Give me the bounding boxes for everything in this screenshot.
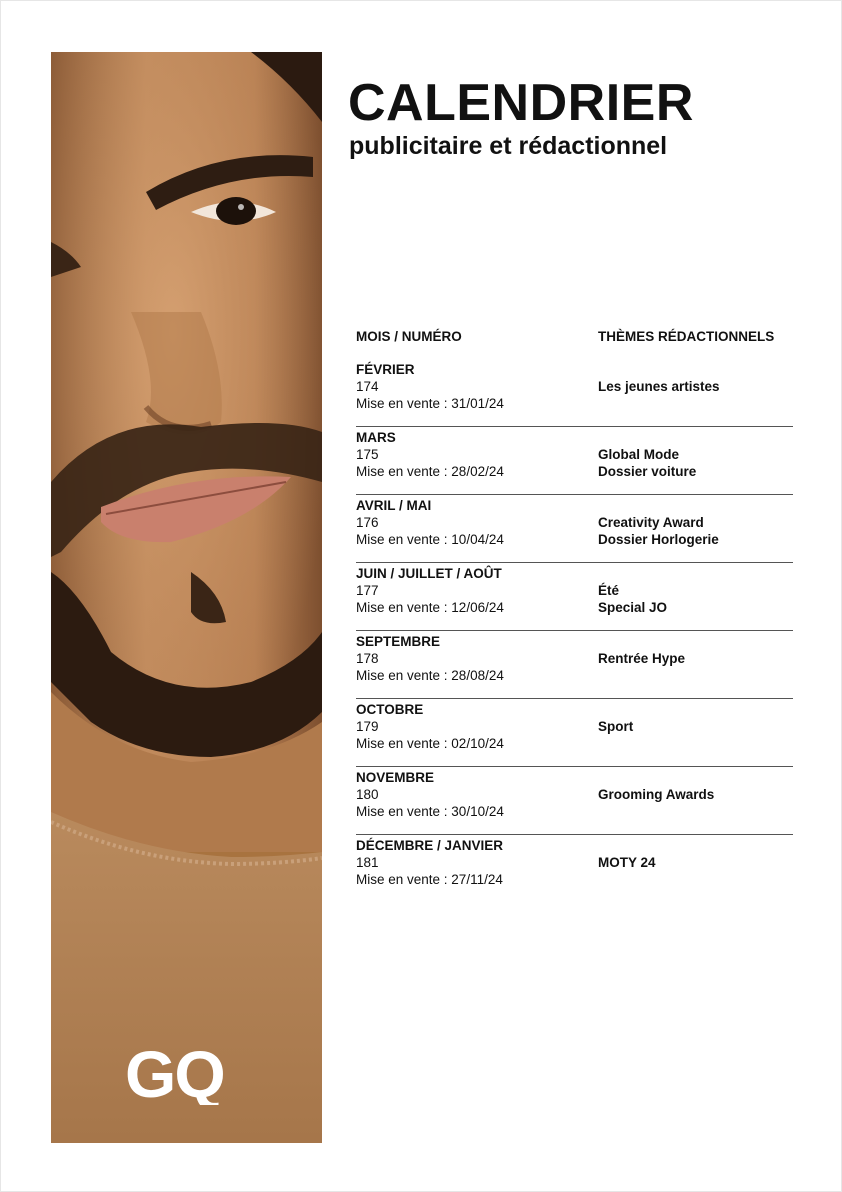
row-sale-date: Mise en vente : 28/02/24 — [356, 464, 504, 479]
row-sale-date: Mise en vente : 27/11/24 — [356, 872, 503, 887]
row-issue-number: 175 — [356, 447, 379, 462]
row-issue-number: 178 — [356, 651, 379, 666]
page-subtitle: publicitaire et rédactionnel — [349, 132, 668, 160]
table-row — [356, 495, 793, 563]
row-issue-number: 177 — [356, 583, 379, 598]
row-theme: Special JO — [598, 600, 668, 615]
row-sale-date: Mise en vente : 31/01/24 — [356, 396, 504, 411]
row-month: OCTOBRE — [356, 702, 424, 717]
column-header-themes: THÈMES RÉDACTIONNELS — [598, 329, 775, 344]
row-month: SEPTEMBRE — [356, 634, 441, 649]
row-theme: Creativity Award — [598, 515, 704, 530]
table-row — [356, 631, 793, 699]
row-issue-number: 180 — [356, 787, 379, 802]
row-issue-number: 176 — [356, 515, 379, 530]
row-theme: MOTY 24 — [598, 855, 656, 870]
row-theme: Été — [598, 583, 620, 598]
row-month: AVRIL / MAI — [356, 498, 432, 513]
page-title: CALENDRIER — [348, 74, 694, 132]
row-sale-date: Mise en vente : 02/10/24 — [356, 736, 504, 751]
row-sale-date: Mise en vente : 12/06/24 — [356, 600, 504, 615]
row-theme: Dossier voiture — [598, 464, 697, 479]
row-issue-number: 181 — [356, 855, 379, 870]
row-month: MARS — [356, 430, 396, 445]
table-row — [356, 563, 793, 631]
table-row — [356, 835, 793, 903]
row-theme: Dossier Horlogerie — [598, 532, 719, 547]
row-sale-date: Mise en vente : 30/10/24 — [356, 804, 504, 819]
table-row — [356, 427, 793, 495]
row-sale-date: Mise en vente : 10/04/24 — [356, 532, 504, 547]
portrait-photo — [51, 52, 322, 1143]
table-row — [356, 359, 793, 427]
column-header-month: MOIS / NUMÉRO — [356, 329, 462, 344]
row-theme: Global Mode — [598, 447, 679, 462]
calendar-table — [356, 325, 793, 903]
table-row — [356, 699, 793, 767]
row-month: JUIN / JUILLET / AOÛT — [356, 566, 502, 581]
row-theme: Sport — [598, 719, 634, 734]
row-issue-number: 179 — [356, 719, 379, 734]
row-issue-number: 174 — [356, 379, 379, 394]
row-month: NOVEMBRE — [356, 770, 435, 785]
row-month: FÉVRIER — [356, 362, 415, 377]
row-theme: Grooming Awards — [598, 787, 715, 802]
row-theme: Rentrée Hype — [598, 651, 686, 666]
row-theme: Les jeunes artistes — [598, 379, 720, 394]
gq-logo-text: GQ — [125, 1041, 224, 1105]
gq-logo — [125, 1041, 249, 1105]
table-row — [356, 767, 793, 835]
table-header — [356, 325, 793, 359]
row-month: DÉCEMBRE / JANVIER — [356, 838, 504, 853]
row-sale-date: Mise en vente : 28/08/24 — [356, 668, 504, 683]
